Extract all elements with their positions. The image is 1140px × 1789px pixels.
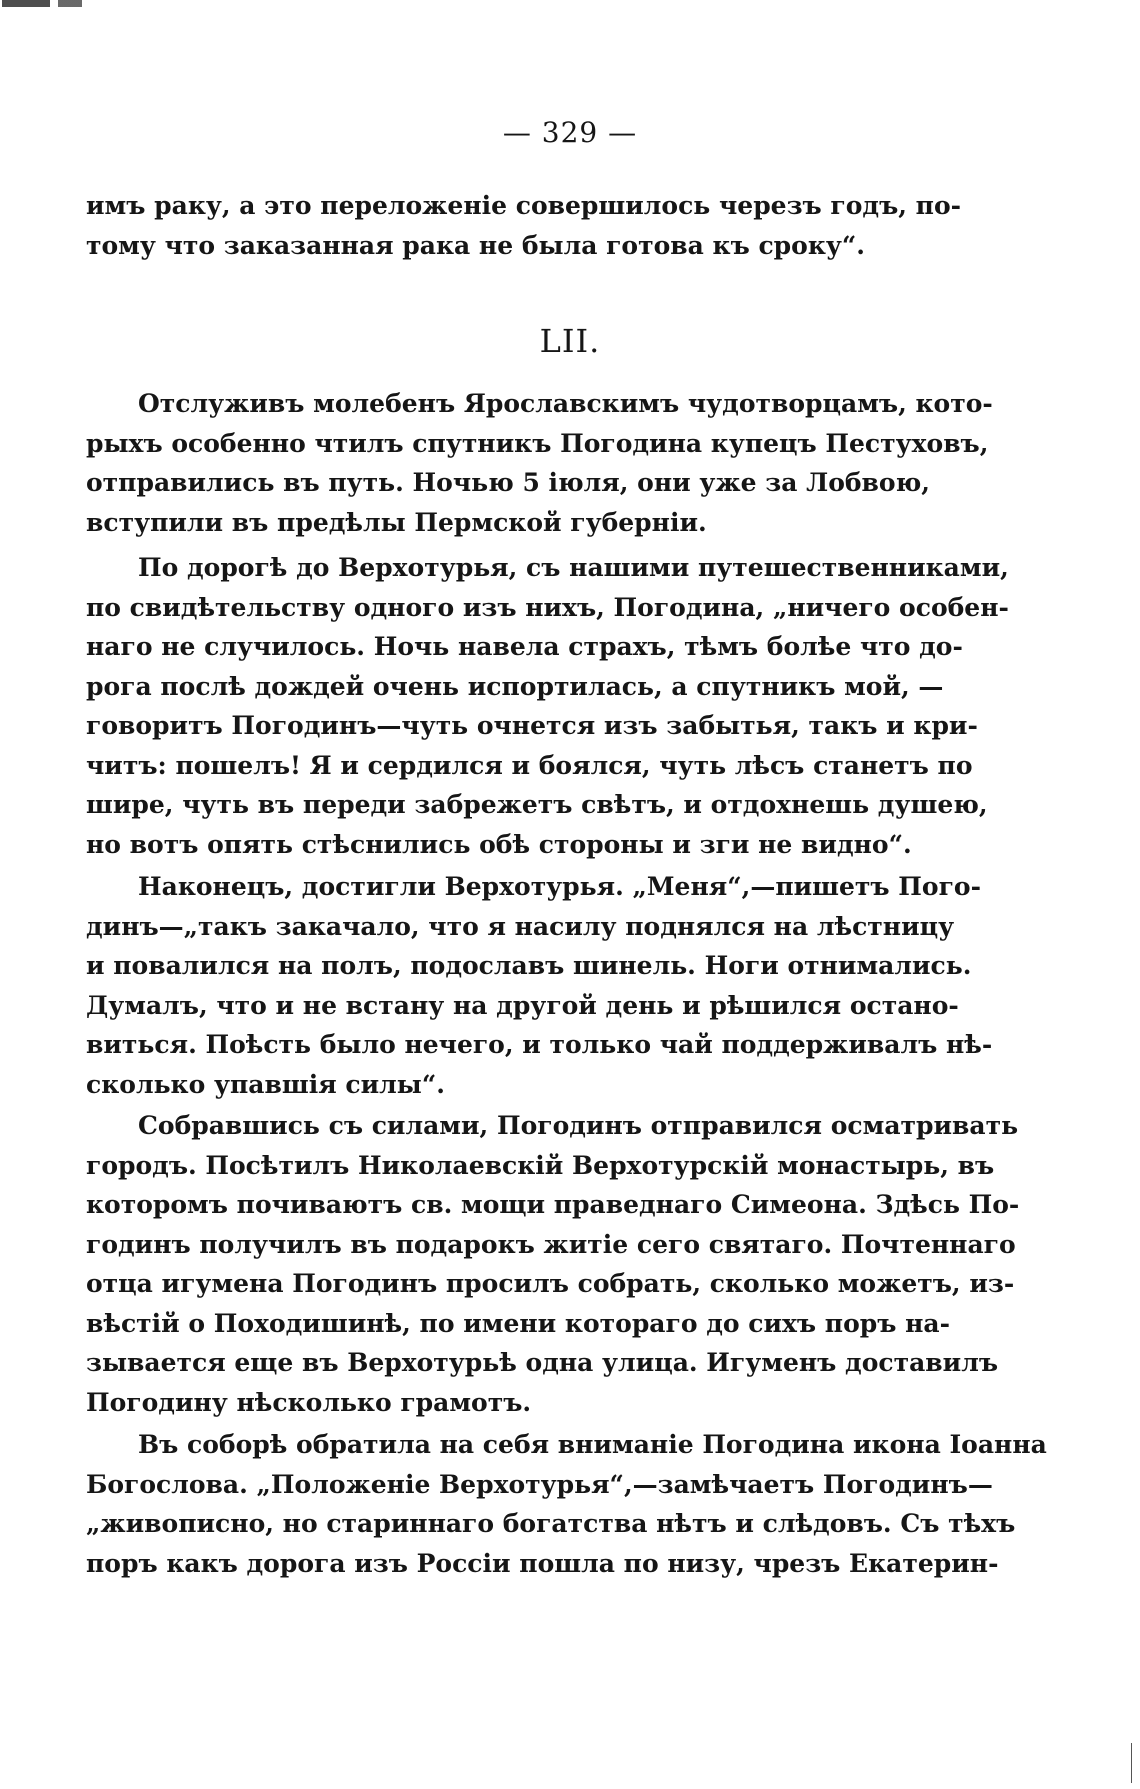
text-line: которомъ почиваютъ св. мощи праведнаго Симеона. Здѣсь По- [86,1190,1020,1219]
scan-artifact-corner [2,0,82,7]
text-line: Думалъ, что и не встану на другой день и рѣшился остано- [86,990,959,1020]
text-line: тому что заказанная рака не была готова къ сроку“. [86,230,865,260]
text-line: поръ какъ дорога изъ Россіи пошла по низу, чрезъ Екатерин- [86,1548,999,1578]
text-line: динъ—„такъ закачало, что я насилу поднялся на лѣстницу [86,911,955,941]
text-line: зывается еще въ Верхотурьѣ одна улица. Игуменъ доставилъ [86,1348,999,1377]
paragraph-2 [86,548,1009,864]
scan-artifact-edge [1131,1743,1132,1783]
text-line: Отслуживъ молебенъ Ярославскимъ чудотворцамъ, кото- [138,389,993,418]
text-line: но вотъ опять стѣснились обѣ стороны и зги не видно“. [86,829,912,859]
paragraph-5 [86,1425,1047,1583]
text-line: По дорогѣ до Верхотурья, съ нашими путешественниками, [138,553,1009,582]
text-line: виться. Поѣсть было нечего, и только чай поддерживалъ нѣ- [86,1030,993,1059]
page-number: — 329 — [502,116,638,149]
paragraph-3 [86,867,993,1104]
text-line: наго не случилось. Ночь навела страхъ, тѣмъ болѣе что до- [86,632,963,661]
text-line: рога послѣ дождей очень испортилась, а спутникъ мой, — [86,671,944,701]
text-line: „живописно, но стариннаго богатства нѣтъ и слѣдовъ. Съ тѣхъ [86,1509,1016,1538]
text-line: имъ раку, а это переложеніе совершилось черезъ годъ, по- [86,191,961,220]
text-line: Наконецъ, достигли Верхотурья. „Меня“,—пишетъ Пого- [138,872,981,901]
continuation-paragraph [86,186,961,265]
text-line: городъ. Посѣтилъ Николаевскій Верхотурскій монастырь, въ [86,1150,995,1180]
text-line: Богослова. „Положеніе Верхотурья“,—замѣчаетъ Погодинъ— [86,1469,993,1499]
text-line: Погодину нѣсколько грамотъ. [86,1387,532,1417]
text-line: по свидѣтельству одного изъ нихъ, Погодина, „ничего особен- [86,592,1009,622]
text-line: рыхъ особенно чтилъ спутникъ Погодина купецъ Пестуховъ, [86,428,989,458]
paragraph-1 [86,384,993,542]
text-line: сколько упавшія силы“. [86,1069,445,1099]
text-line: вѣстій о Походишинѣ, по имени котораго до сихъ поръ на- [86,1308,951,1338]
text-line: отправились въ путь. Ночью 5 іюля, они уже за Лобвою, [86,468,930,497]
text-line: читъ: пошелъ! Я и сердился и боялся, чуть лѣсъ станетъ по [86,750,973,780]
text-line: вступили въ предѣлы Пермской губерніи. [86,507,707,537]
chapter-heading: LII. [539,322,601,360]
text-line: говоритъ Погодинъ—чуть очнется изъ забытья, такъ и кри- [86,711,978,740]
text-line: отца игумена Погодинъ просилъ собрать, сколько можетъ, из- [86,1269,1015,1298]
text-line: Собравшись съ силами, Погодинъ отправился осматривать [138,1111,1019,1140]
paragraph-4 [86,1106,1020,1422]
text-line: и повалился на полъ, подославъ шинель. Ноги отнимались. [86,951,972,980]
text-line: шире, чуть въ переди забрежетъ свѣтъ, и отдохнешь душею, [86,790,988,819]
text-line: годинъ получилъ въ подарокъ житіе сего святаго. Почтеннаго [86,1229,1016,1259]
text-line: Въ соборѣ обратила на себя вниманіе Погодина икона Іоанна [138,1430,1047,1459]
